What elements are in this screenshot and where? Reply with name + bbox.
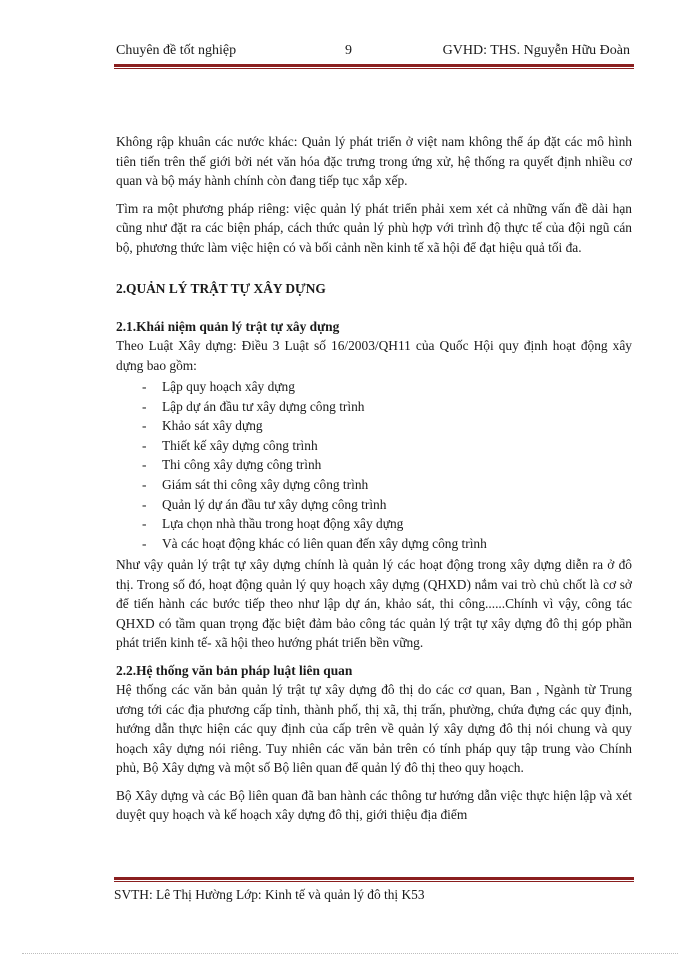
paragraph-legal-system: Hệ thống các văn bản quản lý trật tự xây dựng đô thị do các cơ quan, Ban , Ngành từ Trung ương tới các địa phương cấp tỉnh, thành phố, thị xã, thị trấn, phường, chứa đựng các quy định, hướng dẫn thực hiện các quy định của cấp trên về quản lý xây dựng đô thị nói chung và quy hoạch xây dựng nói riêng. Tuy nhiên các văn bản trên có tính pháp quy tập trung vào Chính phủ, Bộ Xây dựng và một số Bộ liên quan để quản lý đô thị theo quy hoạch.: [116, 682, 632, 776]
page-number: 9: [345, 43, 352, 58]
list-item: [142, 495, 632, 515]
subsection-heading-2-2: 2.2.Hệ thống văn bản pháp luật liên quan: [116, 662, 353, 678]
header-rule: [114, 64, 634, 69]
document-body: [116, 132, 632, 833]
list-item: [142, 436, 632, 456]
list-item-text: Thiết kế xây dựng công trình: [162, 437, 318, 453]
list-dash: -: [142, 418, 147, 434]
subsection-heading-2-1: 2.1.Khái niệm quản lý trật tự xây dựng: [116, 318, 340, 334]
paragraph-law-intro: Theo Luật Xây dựng: Điều 3 Luật số 16/2003/QH11 của Quốc Hội quy định hoạt động xây dựng bao gồm:: [116, 338, 632, 373]
paragraph-management-conclusion: Như vậy quản lý trật tự xây dựng chính là quản lý các hoạt động trong xây dựng diễn ra ở đô thị. Trong số đó, hoạt động quản lý quy hoạch xây dựng (QHXD) nắm vai trò chủ chốt là cơ sở để tiến hành các bước tiếp theo như lập dự án, khảo sát, thi công......Chính vì vậy, công tác QHXD có tầm quan trọng đặc biệt đảm bảo công tác quản lý trật tự xây dựng đô thị góp phần phát triển kinh tế- xã hội theo hướng phát triển bền vững.: [116, 557, 632, 651]
list-item: [142, 455, 632, 475]
list-item: [142, 514, 632, 534]
list-dash: -: [142, 516, 147, 532]
list-dash: -: [142, 476, 147, 492]
list-item-text: Lập dự án đầu tư xây dựng công trình: [162, 398, 365, 414]
list-item-text: Giám sát thi công xây dựng công trình: [162, 476, 369, 492]
list-dash: -: [142, 457, 147, 473]
list-item: [142, 534, 632, 554]
page-bottom-dotted-border: [22, 953, 678, 954]
list-dash: -: [142, 379, 147, 394]
list-dash: -: [142, 535, 147, 551]
paragraph-ministry-circulars: Bộ Xây dựng và các Bộ liên quan đã ban hành các thông tư hướng dẫn việc thực hiện lập và xét duyệt quy hoạch và kế hoạch xây dựng đô thị, giới thiệu địa điểm: [116, 787, 632, 823]
list-item: [142, 377, 632, 397]
footer-rule: [114, 877, 634, 882]
section-heading-2: 2.QUẢN LÝ TRẬT TỰ XÂY DỰNG: [116, 281, 326, 296]
paragraph-no-copying: Không rập khuân các nước khác: Quản lý phát triển ở việt nam không thể áp đặt các mô hình tiên tiến trên thế giới bởi nét văn hóa đặc trưng trong ứng xử, hệ thống ra quyết định nhiều cơ quan và bộ máy hành chính còn đang tiếp tục xắp xếp.: [116, 134, 632, 188]
header-advisor: GVHD: THS. Nguyễn Hữu Đoàn: [442, 43, 630, 58]
list-dash: -: [142, 398, 147, 414]
construction-activity-list: [116, 377, 632, 553]
header-thesis-label: Chuyên đề tốt nghiệp: [116, 43, 237, 58]
page-header: [114, 42, 634, 60]
list-item-text: Khảo sát xây dựng: [162, 418, 263, 434]
list-item: [142, 475, 632, 495]
list-item: [142, 397, 632, 417]
page-footer: SVTH: Lê Thị Hường Lớp: Kinh tế và quản lý đô thị K53: [114, 887, 425, 902]
list-item-text: Lựa chọn nhà thầu trong hoạt động xây dựng: [162, 516, 404, 532]
list-item-text: Thi công xây dựng công trình: [162, 457, 322, 473]
paragraph-own-method: Tìm ra một phương pháp riêng: việc quản lý phát triển phải xem xét cả những vấn đề dài hạn cũng như đặt ra các biện pháp, cách thức quản lý phù hợp với trình độ thực tế của đội ngũ cán bộ, phương thức làm việc hiện có và bối cảnh nền kinh tế xã hội để đạt hiệu quả tối đa.: [116, 200, 632, 255]
list-item: [142, 416, 632, 436]
list-dash: -: [142, 496, 147, 512]
list-item-text: Lập quy hoạch xây dựng: [162, 379, 295, 394]
list-dash: -: [142, 437, 147, 453]
list-item-text: Quản lý dự án đầu tư xây dựng công trình: [162, 496, 387, 512]
list-item-text: Và các hoạt động khác có liên quan đến xây dựng công trình: [162, 535, 487, 551]
